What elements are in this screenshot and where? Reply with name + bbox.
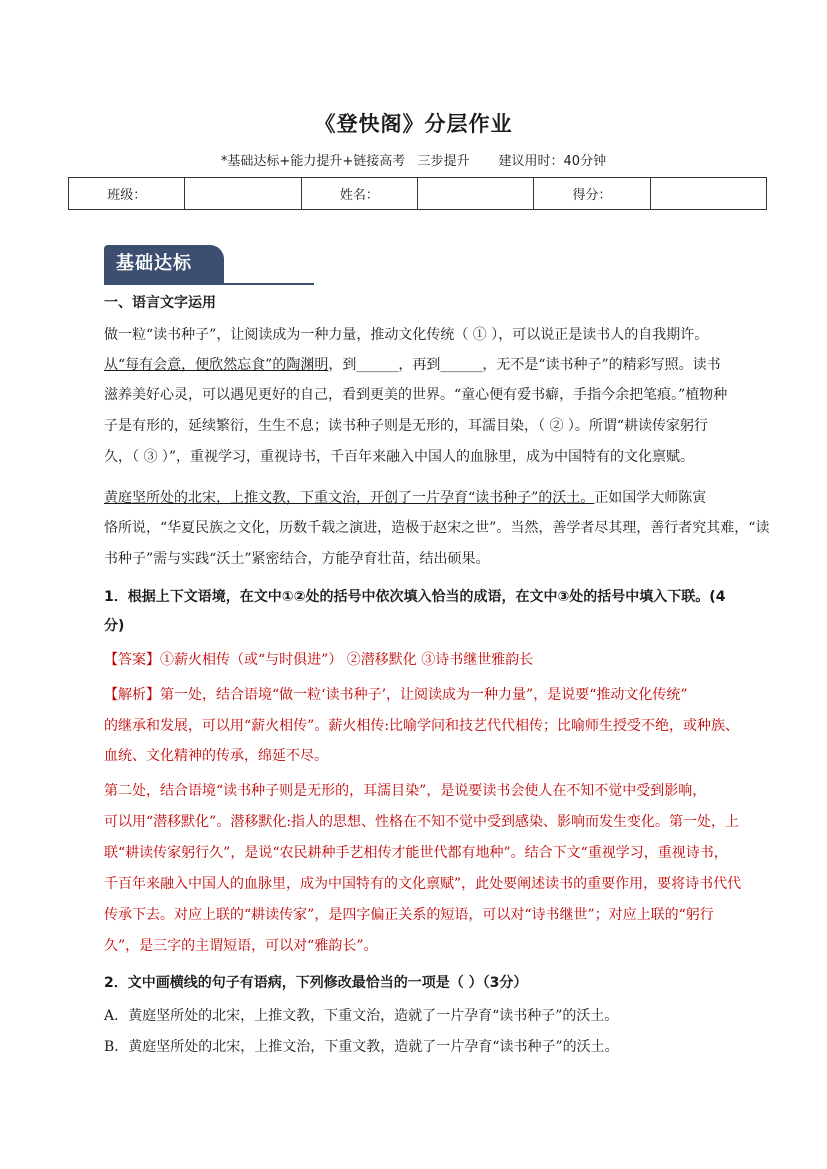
analysis-line: 传承下去。对应上联的“耕读传家”，是四字偏正关系的短语，可以对“诗书继世”；对应上联的“躬行: [104, 907, 714, 923]
passage-line: 子是有形的，延续繁衍，生生不息；读书种子则是无形的，耳濡目染，（ ② ）。所谓“耕读传家躬行: [104, 418, 709, 434]
question-2-stem: 2．文中画横线的句子有语病，下列修改最恰当的一项是（ ）（3分）: [104, 975, 528, 991]
passage-line: 从“每有会意，便欣然忘食”的陶渊明，到______，再到______，无不是“读书种子”的精彩写照。读书: [104, 357, 721, 373]
passage-line: 黄庭坚所处的北宋，上推文教，下重文治，开创了一片孕育“读书种子”的沃土。正如国学大师陈寅: [104, 490, 707, 506]
option-b[interactable]: B．黄庭坚所处的北宋，上推文治，下重文教，造就了一片孕育“读书种子”的沃土。: [104, 1039, 619, 1055]
question-1-stem-cont: 分): [104, 618, 125, 634]
analysis-line: 久”，是三字的主谓短语，可以对“雅韵长”。: [104, 938, 378, 954]
analysis-line: 千百年来融入中国人的血脉里，成为中国特有的文化禀赋”，此处要阐述读书的重要作用，要将诗书代代: [104, 876, 742, 892]
option-a[interactable]: A．黄庭坚所处的北宋，上推文教，下重文治，造就了一片孕育“读书种子”的沃土。: [104, 1008, 619, 1024]
class-label: 班级：: [69, 178, 185, 210]
analysis-line: 【解析】第一处，结合语境“做一粒‘读书种子’，让阅读成为一种力量”，是说要“推动文化传统”: [104, 687, 688, 703]
analysis-line: 联“耕读传家躬行久”，是说“农民耕种手艺相传才能世代都有地种”。结合下文“重视学习，重视诗书，: [104, 845, 728, 861]
section-heading: 一、语言文字运用: [104, 295, 216, 311]
class-field[interactable]: [185, 178, 301, 210]
analysis-line: 血统、文化精神的传承，绵延不尽。: [104, 748, 328, 764]
analysis-line: 的继承和发展，可以用“薪火相传”。薪火相传:比喻学问和技艺代代相传；比喻师生授受不绝，或种族、: [104, 718, 740, 734]
name-field[interactable]: [418, 178, 534, 210]
answer-1: 【答案】①薪火相传（或“与时俱进”） ②潜移默化 ③诗书继世雅韵长: [104, 652, 534, 668]
student-info-table: [68, 177, 767, 210]
passage-line: 久，（ ③ ）”，重视学习，重视诗书，千百年来融入中国人的血脉里，成为中国特有的文化禀赋。: [104, 449, 695, 465]
name-label: 姓名：: [301, 178, 417, 210]
question-1-stem: 1．根据上下文语境，在文中①②处的括号中依次填入恰当的成语，在文中③处的括号中填入下联。(4: [104, 589, 726, 605]
page-title: 《登快阁》分层作业: [314, 111, 513, 136]
analysis-line: 第二处，结合语境“读书种子则是无形的，耳濡目染”，是说要读书会使人在不知不觉中受到影响，: [104, 783, 707, 799]
section-badge-underline: [104, 283, 314, 285]
score-field[interactable]: [650, 178, 766, 210]
underlined-sentence: 黄庭坚所处的北宋，上推文教，下重文治，开创了一片孕育“读书种子”的沃土。: [104, 490, 595, 506]
page-subtitle: *基础达标+能力提升+链接高考 三步提升 建议用时：40分钟: [220, 154, 607, 169]
section-badge: 基础达标: [104, 245, 224, 283]
passage-line: 书种子”需与实践“沃土”紧密结合，方能孕育壮苗，结出硕果。: [104, 551, 490, 567]
passage-line: 滋养美好心灵，可以遇见更好的自己，看到更美的世界。“童心便有爱书癖，手指今余把笔痕。”植物种: [104, 387, 728, 403]
passage-line: 做一粒“读书种子”，让阅读成为一种力量，推动文化传统（ ① ），可以说正是读书人的自我期许。: [104, 327, 709, 343]
analysis-line: 可以用“潜移默化”。潜移默化:指人的思想、性格在不知不觉中受到感染、影响而发生变化。第一处，上: [104, 814, 740, 830]
passage-line: 恪所说，“华夏民族之文化，历数千载之演进，造极于赵宋之世”。当然，善学者尽其理，善行者究其难，“读: [104, 520, 770, 536]
score-label: 得分：: [534, 178, 650, 210]
underlined-sentence: 从“每有会意，便欣然忘食”的陶渊明: [104, 357, 329, 373]
